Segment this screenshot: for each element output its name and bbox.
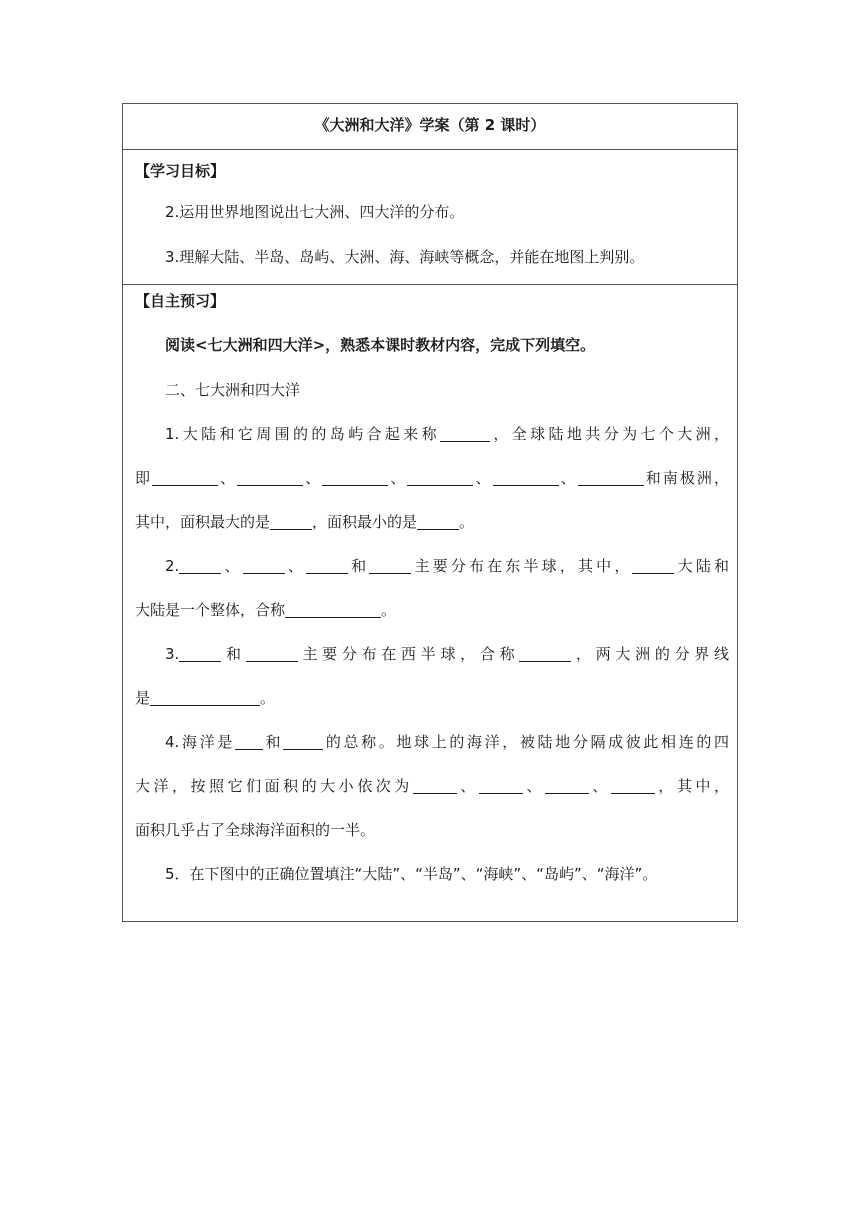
goal-item: 2.运用世界地图说出七大洲、四大洋的分布。 [165, 203, 465, 221]
question-5: 5．在下图中的正确位置填注“大陆”、“半岛”、“海峡”、“岛屿”、“海洋”。 [165, 865, 658, 883]
blank[interactable] [179, 646, 221, 662]
worksheet-title: 《大洲和大洋》学案（第 2 课时） [314, 116, 546, 134]
blank[interactable] [322, 470, 388, 486]
learning-goals-heading: 【学习目标】 [135, 162, 226, 180]
blank[interactable] [285, 602, 381, 618]
blank[interactable] [413, 778, 457, 794]
blank[interactable] [519, 646, 571, 662]
question-2-line-2: 大陆是一个整体，合称 。 [135, 601, 397, 619]
self-preview-section [123, 285, 737, 921]
question-2-line-1: 2. 、 、 和 主要分布在东半球，其中， 大陆和 [165, 557, 729, 575]
blank[interactable] [152, 470, 218, 486]
blank[interactable] [417, 514, 459, 530]
blank[interactable] [270, 514, 312, 530]
blank[interactable] [611, 778, 655, 794]
blank[interactable] [407, 470, 473, 486]
learning-goals-section [123, 150, 737, 285]
blank[interactable] [306, 558, 348, 574]
question-1-line-1: 1.大陆和它周围的的岛屿合起来称 ，全球陆地共分为七个大洲， [165, 425, 729, 443]
blank[interactable] [440, 426, 490, 442]
goal-item: 3.理解大陆、半岛、岛屿、大洲、海、海峡等概念，并能在地图上判别。 [165, 248, 645, 266]
blank[interactable] [235, 734, 263, 750]
section-heading: 二、七大洲和四大洋 [165, 381, 301, 399]
blank[interactable] [246, 646, 298, 662]
preview-instruction: 阅读<七大洲和四大洋>，熟悉本课时教材内容，完成下列填空。 [165, 336, 596, 354]
blank[interactable] [578, 470, 644, 486]
blank[interactable] [237, 470, 303, 486]
question-4-line-3: 面积几乎占了全球海洋面积的一半。 [135, 821, 376, 839]
question-3-line-2: 是 。 [135, 689, 276, 707]
title-row [123, 104, 737, 150]
blank[interactable] [369, 558, 411, 574]
blank[interactable] [545, 778, 589, 794]
question-4-line-2: 大洋，按照它们面积的大小依次为 、 、 、 ，其中， [135, 777, 729, 795]
blank[interactable] [632, 558, 674, 574]
question-4-line-1: 4.海洋是 和 的总称。地球上的海洋，被陆地分隔成彼此相连的四 [165, 733, 729, 751]
worksheet-table [122, 103, 738, 922]
self-preview-heading: 【自主预习】 [135, 292, 226, 310]
question-1-line-3: 其中，面积最大的是 ，面积最小的是 。 [135, 513, 475, 531]
blank[interactable] [283, 734, 323, 750]
question-1-line-2: 即 、 、 、 、 、 和南极洲， [135, 469, 729, 487]
blank[interactable] [179, 558, 221, 574]
blank[interactable] [479, 778, 523, 794]
question-3-line-1: 3. 和 主要分布在西半球，合称 ，两大洲的分界线 [165, 645, 729, 663]
blank[interactable] [493, 470, 559, 486]
blank[interactable] [243, 558, 285, 574]
blank[interactable] [150, 690, 260, 706]
